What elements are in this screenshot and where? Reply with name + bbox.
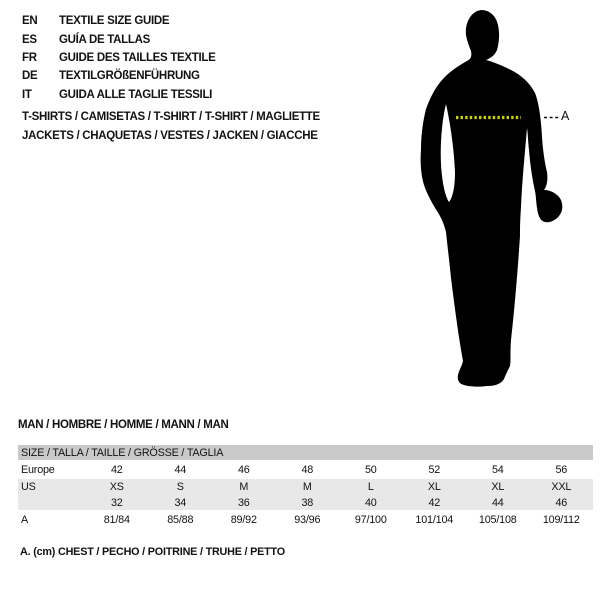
measure-label-a: A <box>561 109 570 123</box>
table-cell: 52 <box>428 463 441 476</box>
table-cell: 42 <box>428 496 441 509</box>
table-cell: 89/92 <box>230 513 257 526</box>
language-label: GUÍA DE TALLAS <box>59 33 150 46</box>
table-cell: XL <box>491 481 505 493</box>
table-cell: 36 <box>237 496 250 509</box>
table-cell: 97/100 <box>354 513 387 526</box>
language-code: ES <box>22 33 37 46</box>
category-list <box>22 108 320 145</box>
language-row-en <box>22 12 216 30</box>
table-cell: 101/104 <box>415 513 454 526</box>
language-code: DE <box>22 70 38 83</box>
row-label: US <box>21 481 36 493</box>
language-list <box>22 12 216 104</box>
language-code: IT <box>22 88 32 101</box>
table-cell: 50 <box>364 463 377 476</box>
table-cell: 46 <box>555 496 568 509</box>
language-row-de <box>22 67 216 85</box>
table-row-chest-cm <box>18 510 593 529</box>
man-silhouette-figure <box>415 0 600 400</box>
table-cell: 42 <box>110 463 123 476</box>
language-code: EN <box>22 15 38 28</box>
size-table <box>18 445 593 529</box>
language-label: TEXTILE SIZE GUIDE <box>59 15 170 28</box>
table-cell: 56 <box>555 463 568 476</box>
table-cell: 105/108 <box>478 513 517 526</box>
row-label: A <box>21 513 29 526</box>
language-row-es <box>22 30 216 48</box>
table-row-europe <box>18 460 593 479</box>
table-cell: 85/88 <box>167 513 194 526</box>
table-cell: M <box>302 481 312 493</box>
section-title: MAN / HOMBRE / HOMME / MANN / MAN <box>18 419 229 431</box>
table-cell: 46 <box>237 463 250 476</box>
language-code: FR <box>22 51 37 64</box>
table-cell: 34 <box>174 496 187 509</box>
table-cell: 109/112 <box>542 513 580 526</box>
table-header <box>18 445 593 460</box>
table-cell: 48 <box>301 463 314 476</box>
language-row-fr <box>22 49 216 67</box>
table-row-us-numeric <box>18 495 593 510</box>
table-cell: 44 <box>174 463 187 476</box>
language-label: GUIDE DES TAILLES TEXTILE <box>59 51 216 64</box>
table-cell: 54 <box>491 463 504 476</box>
man-silhouette-svg <box>415 0 600 400</box>
table-cell: L <box>367 481 374 493</box>
table-header-label: SIZE / TALLA / TAILLE / GRÖSSE / TAGLIA <box>21 446 224 459</box>
row-label: Europe <box>21 463 55 476</box>
table-cell: 40 <box>364 496 377 509</box>
language-label: GUIDA ALLE TAGLIE TESSILI <box>59 88 213 101</box>
table-cell: M <box>239 481 249 493</box>
table-cell: XL <box>427 481 441 493</box>
table-cell: 44 <box>491 496 504 509</box>
table-cell: XS <box>109 481 124 493</box>
table-row-us <box>18 479 593 495</box>
category-line-jackets: JACKETS / CHAQUETAS / VESTES / JACKEN / GIACCHE <box>22 129 318 142</box>
table-cell: 81/84 <box>103 513 130 526</box>
table-cell: XXL <box>551 481 572 493</box>
language-row-it <box>22 86 216 104</box>
category-line-tshirts: T-SHIRTS / CAMISETAS / T-SHIRT / T-SHIRT / MAGLIETTE <box>22 111 320 123</box>
table-cell: S <box>176 481 184 493</box>
table-cell: 38 <box>301 496 314 509</box>
table-cell: 93/96 <box>294 513 321 526</box>
table-cell: 32 <box>110 496 123 509</box>
man-silhouette <box>421 10 563 387</box>
footnote: A. (cm) CHEST / PECHO / POITRINE / TRUHE / PETTO <box>20 546 285 558</box>
language-label: TEXTILGRÖßENFÜHRUNG <box>59 70 200 83</box>
